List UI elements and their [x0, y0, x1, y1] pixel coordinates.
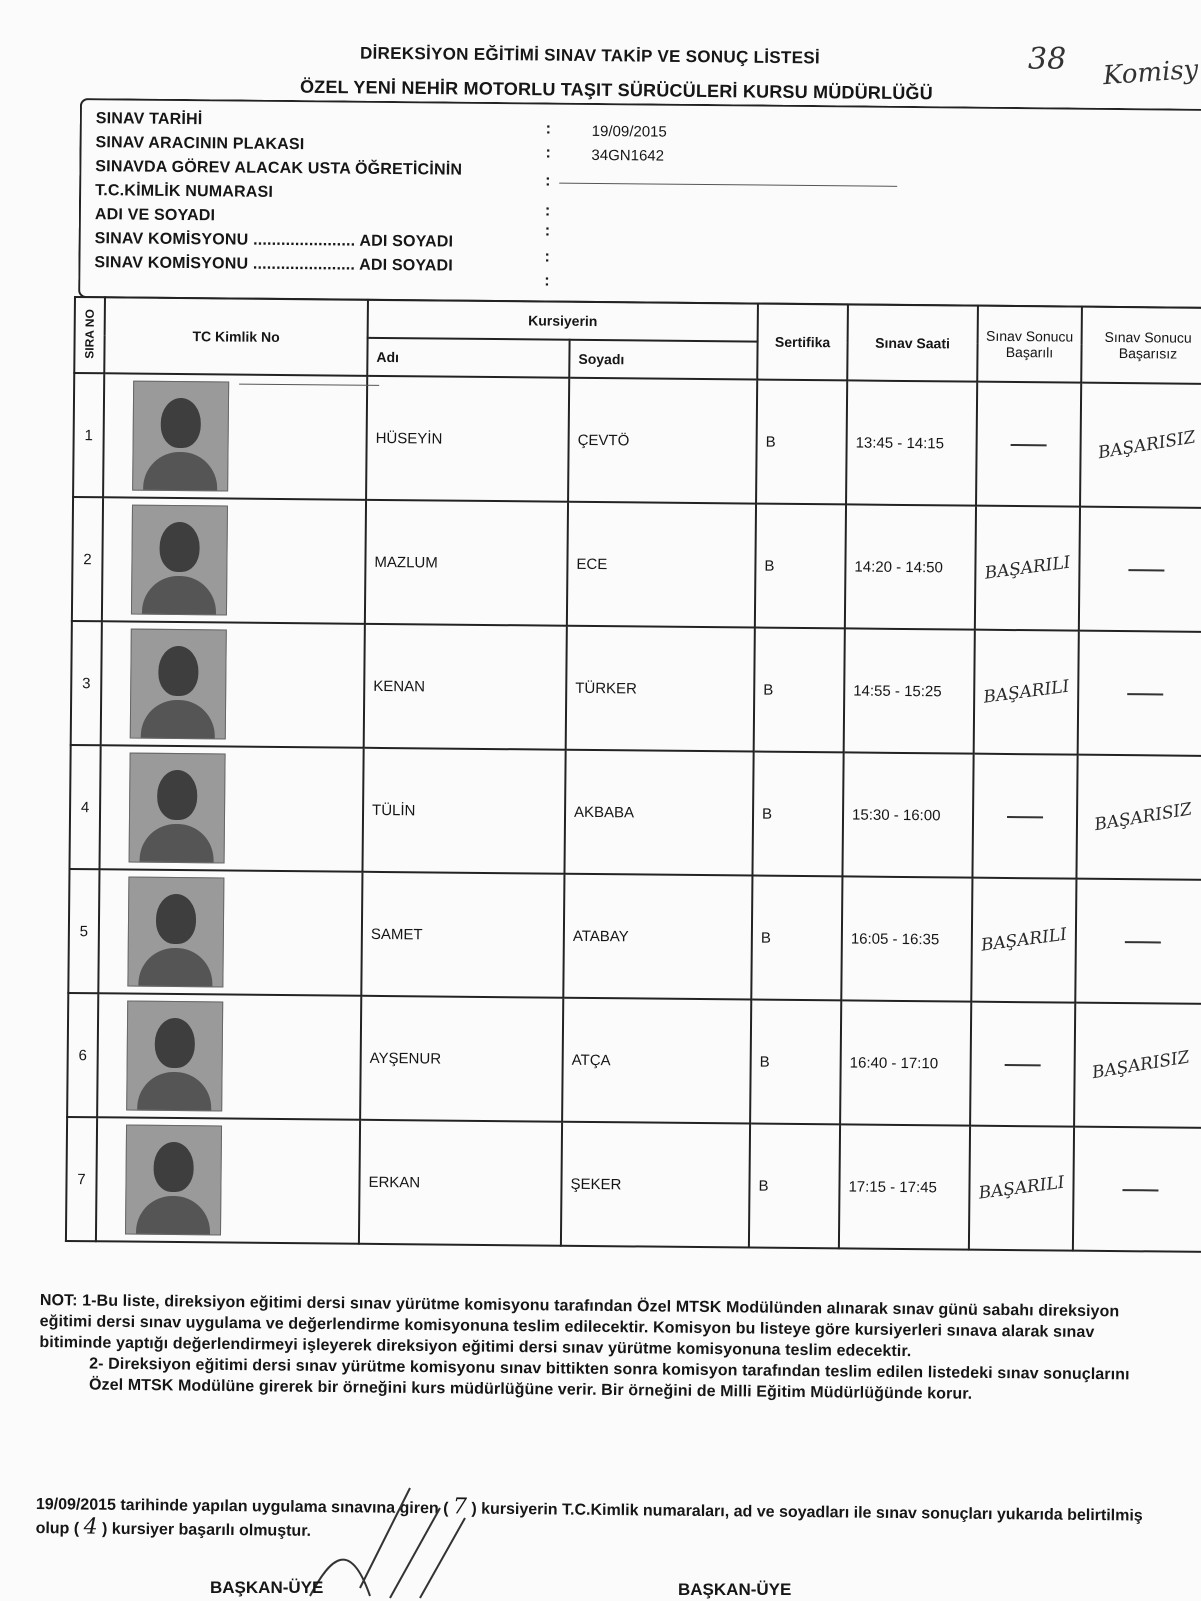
last-name: ÇEVTÖ: [568, 378, 757, 504]
dash-mark: [1007, 816, 1043, 818]
last-name: ATABAY: [563, 874, 752, 1000]
colon: :: [544, 202, 551, 220]
handwritten-number: 38: [1028, 42, 1067, 77]
header-basarili: Sınav Sonucu Başarılı: [977, 306, 1082, 383]
institution-title: ÖZEL YENİ NEHİR MOTORLU TAŞIT SÜRÜCÜLERİ KURSU MÜDÜRLÜĞÜ: [299, 76, 933, 104]
result-failed: BAŞARISIZ: [1080, 383, 1201, 508]
document-title: DİREKSİYON EĞİTİMİ SINAV TAKİP VE SONUÇ LİSTESİ: [359, 43, 821, 68]
header-saat: Sınav Saati: [847, 304, 978, 381]
info-label-commission-1: SINAV KOMİSYONU ...................... ADI SOYADI: [94, 230, 454, 251]
tc-photo-cell: [97, 993, 361, 1120]
candidate-photo: [126, 1001, 223, 1112]
dash-mark: [1122, 1189, 1158, 1191]
note-paragraph-1: NOT: 1-Bu liste, direksiyon eğitimi dersi sınav yürütme komisyonu tarafından Özel MTSK Modülünden alınarak sınav günü sabahı direksiyon eğitimi dersi sınav uygulama ve değerlendirme komisyonuna teslim edilecektir. Komisyon bu listeye göre kursiyerleri sınava alarak sınav bitiminde yaptığı değerlendirmeyi işleyerek direksiyon eğitimi dersi sınav yürütme komisyonuna teslim edecektir.: [39, 1291, 1120, 1361]
info-label-commission-2: SINAV KOMİSYONU ...................... ADI SOYADI: [94, 254, 454, 275]
result-failed: [1073, 1127, 1201, 1252]
last-name: ECE: [567, 502, 756, 628]
result-passed: [970, 1002, 1075, 1127]
result-passed: BAŞARILI: [975, 506, 1080, 631]
tc-photo-cell: [102, 497, 366, 624]
tc-photo-cell: [103, 373, 367, 500]
exam-time: 17:15 - 17:45: [839, 1124, 970, 1249]
table-row: [69, 745, 1201, 880]
summary-passed-count: 4: [83, 1514, 98, 1540]
candidate-photo: [129, 753, 226, 864]
info-label-name: ADI VE SOYADI: [94, 206, 216, 225]
first-name: HÜSEYİN: [366, 376, 569, 502]
exam-time: 13:45 - 14:15: [846, 380, 977, 505]
signature-label-right: BAŞKAN-ÜYE: [678, 1580, 792, 1599]
certificate: B: [756, 380, 847, 505]
header-sira-no: SIRA NO: [74, 297, 105, 373]
instructor-line: [559, 183, 897, 187]
table-row: [71, 621, 1201, 756]
colon: :: [544, 248, 550, 266]
candidate-table-wrapper: [65, 296, 1201, 1287]
row-number: 1: [73, 373, 104, 497]
certificate: B: [751, 876, 842, 1001]
header-kursiyer: Kursiyerin: [368, 300, 758, 342]
candidate-photo: [131, 505, 228, 616]
row-number: 7: [66, 1117, 97, 1241]
table-row: [66, 1117, 1201, 1252]
summary-entered-count: 7: [452, 1494, 468, 1520]
summary-statement: [35, 1492, 1155, 1552]
info-label-instructor: SINAVDA GÖREV ALACAK USTA ÖĞRETİCİNİN: [95, 158, 463, 179]
last-name: ATÇA: [562, 998, 751, 1124]
summary-text-2: ) kursiyerin T.C.Kimlik numaraları, ad ve soyadları ile sınav sonuçları yukarıda belirtilmiş olup (: [35, 1500, 1143, 1538]
header-basarisiz: Sınav Sonucu Başarısız: [1081, 307, 1201, 384]
info-label-exam-date: SINAV TARİHİ: [95, 110, 203, 129]
result-failed: [1075, 879, 1201, 1004]
table-row: [67, 993, 1201, 1128]
tc-photo-cell: [101, 621, 365, 748]
candidate-photo: [132, 381, 229, 492]
note-paragraph-2: 2- Direksiyon eğitimi dersi sınav yürütme komisyonu sınav bittikten sonra komisyon tarafından teslim edilen listedeki sınav sonuçlarını Özel MTSK Modülüne girerek bir örneğini kurs müdürlüğüne verir. Bir örneğini de Milli Eğitim Müdürlüğünde korur.: [88, 1355, 1130, 1403]
exam-time: 16:05 - 16:35: [841, 876, 972, 1001]
exam-time: 16:40 - 17:10: [840, 1000, 971, 1125]
exam-time: 15:30 - 16:00: [842, 752, 973, 877]
tc-photo-cell: [96, 1117, 360, 1244]
certificate: B: [750, 1000, 841, 1125]
row-number: 4: [69, 745, 100, 869]
last-name: TÜRKER: [566, 626, 755, 752]
result-passed: BAŞARILI: [974, 630, 1079, 755]
result-passed: BAŞARILI: [971, 878, 1076, 1003]
table-row: [73, 373, 1201, 508]
candidate-table: [65, 296, 1201, 1253]
result-failed: BAŞARISIZ: [1074, 1003, 1201, 1128]
exam-time: 14:55 - 15:25: [844, 628, 975, 753]
certificate: B: [755, 504, 846, 629]
signature-scribble: [300, 1478, 470, 1601]
dash-mark: [1124, 941, 1160, 943]
last-name: AKBABA: [564, 750, 753, 876]
handwritten-word: Komisy: [1102, 54, 1200, 92]
header-adi: Adı: [367, 338, 569, 378]
result-failed: [1078, 631, 1201, 756]
last-name: ŞEKER: [561, 1122, 750, 1248]
candidate-photo: [127, 877, 224, 988]
tc-line: [239, 384, 379, 386]
table-row: [68, 869, 1201, 1004]
certificate: B: [752, 752, 843, 877]
first-name: TÜLİN: [362, 748, 565, 874]
first-name: ERKAN: [359, 1120, 562, 1246]
header-tc: TC Kimlik No: [104, 297, 368, 376]
row-number: 3: [71, 621, 102, 745]
plate-value: 34GN1642: [591, 146, 665, 165]
result-failed: [1079, 507, 1201, 632]
table-row: [72, 497, 1201, 632]
info-label-tc: T.C.KİMLİK NUMARASI: [95, 182, 274, 201]
tc-photo-cell: [98, 869, 362, 996]
first-name: SAMET: [361, 872, 564, 998]
signature-label-left: BAŞKAN-ÜYE: [210, 1578, 324, 1597]
row-number: 6: [67, 993, 98, 1117]
exam-date-value: 19/09/2015: [591, 122, 667, 141]
row-number: 2: [72, 497, 103, 621]
dash-mark: [1127, 693, 1163, 695]
result-passed: [972, 754, 1077, 879]
summary-text-1: 19/09/2015 tarihinde yapılan uygulama sınavına giren (: [35, 1495, 449, 1518]
colon: :: [544, 222, 551, 240]
colon: :: [545, 144, 551, 162]
row-number: 5: [68, 869, 99, 993]
certificate: B: [754, 628, 845, 753]
first-name: KENAN: [364, 624, 567, 750]
header-sertifika: Sertifika: [757, 304, 848, 381]
dash-mark: [1128, 569, 1164, 571]
certificate: B: [749, 1124, 840, 1249]
table-body: [66, 373, 1201, 1252]
result-failed: BAŞARISIZ: [1076, 755, 1201, 880]
exam-time: 14:20 - 14:50: [845, 504, 976, 629]
first-name: AYŞENUR: [360, 996, 563, 1122]
candidate-photo: [130, 629, 227, 740]
colon: :: [545, 120, 552, 138]
result-passed: [976, 382, 1081, 507]
result-passed: BAŞARILI: [969, 1126, 1074, 1251]
exam-info-box: [78, 98, 1201, 309]
dash-mark: [1005, 1064, 1041, 1066]
candidate-photo: [125, 1125, 222, 1236]
first-name: MAZLUM: [365, 500, 568, 626]
colon: :: [544, 272, 550, 290]
tc-photo-cell: [99, 745, 363, 872]
note-section: [39, 1290, 1160, 1407]
info-label-plate: SINAV ARACININ PLAKASI: [95, 134, 305, 154]
summary-text-3: ) kursiyer başarılı olmuştur.: [101, 1520, 312, 1540]
dash-mark: [1011, 444, 1047, 446]
header-soyadi: Soyadı: [569, 340, 757, 380]
colon: :: [545, 172, 551, 190]
